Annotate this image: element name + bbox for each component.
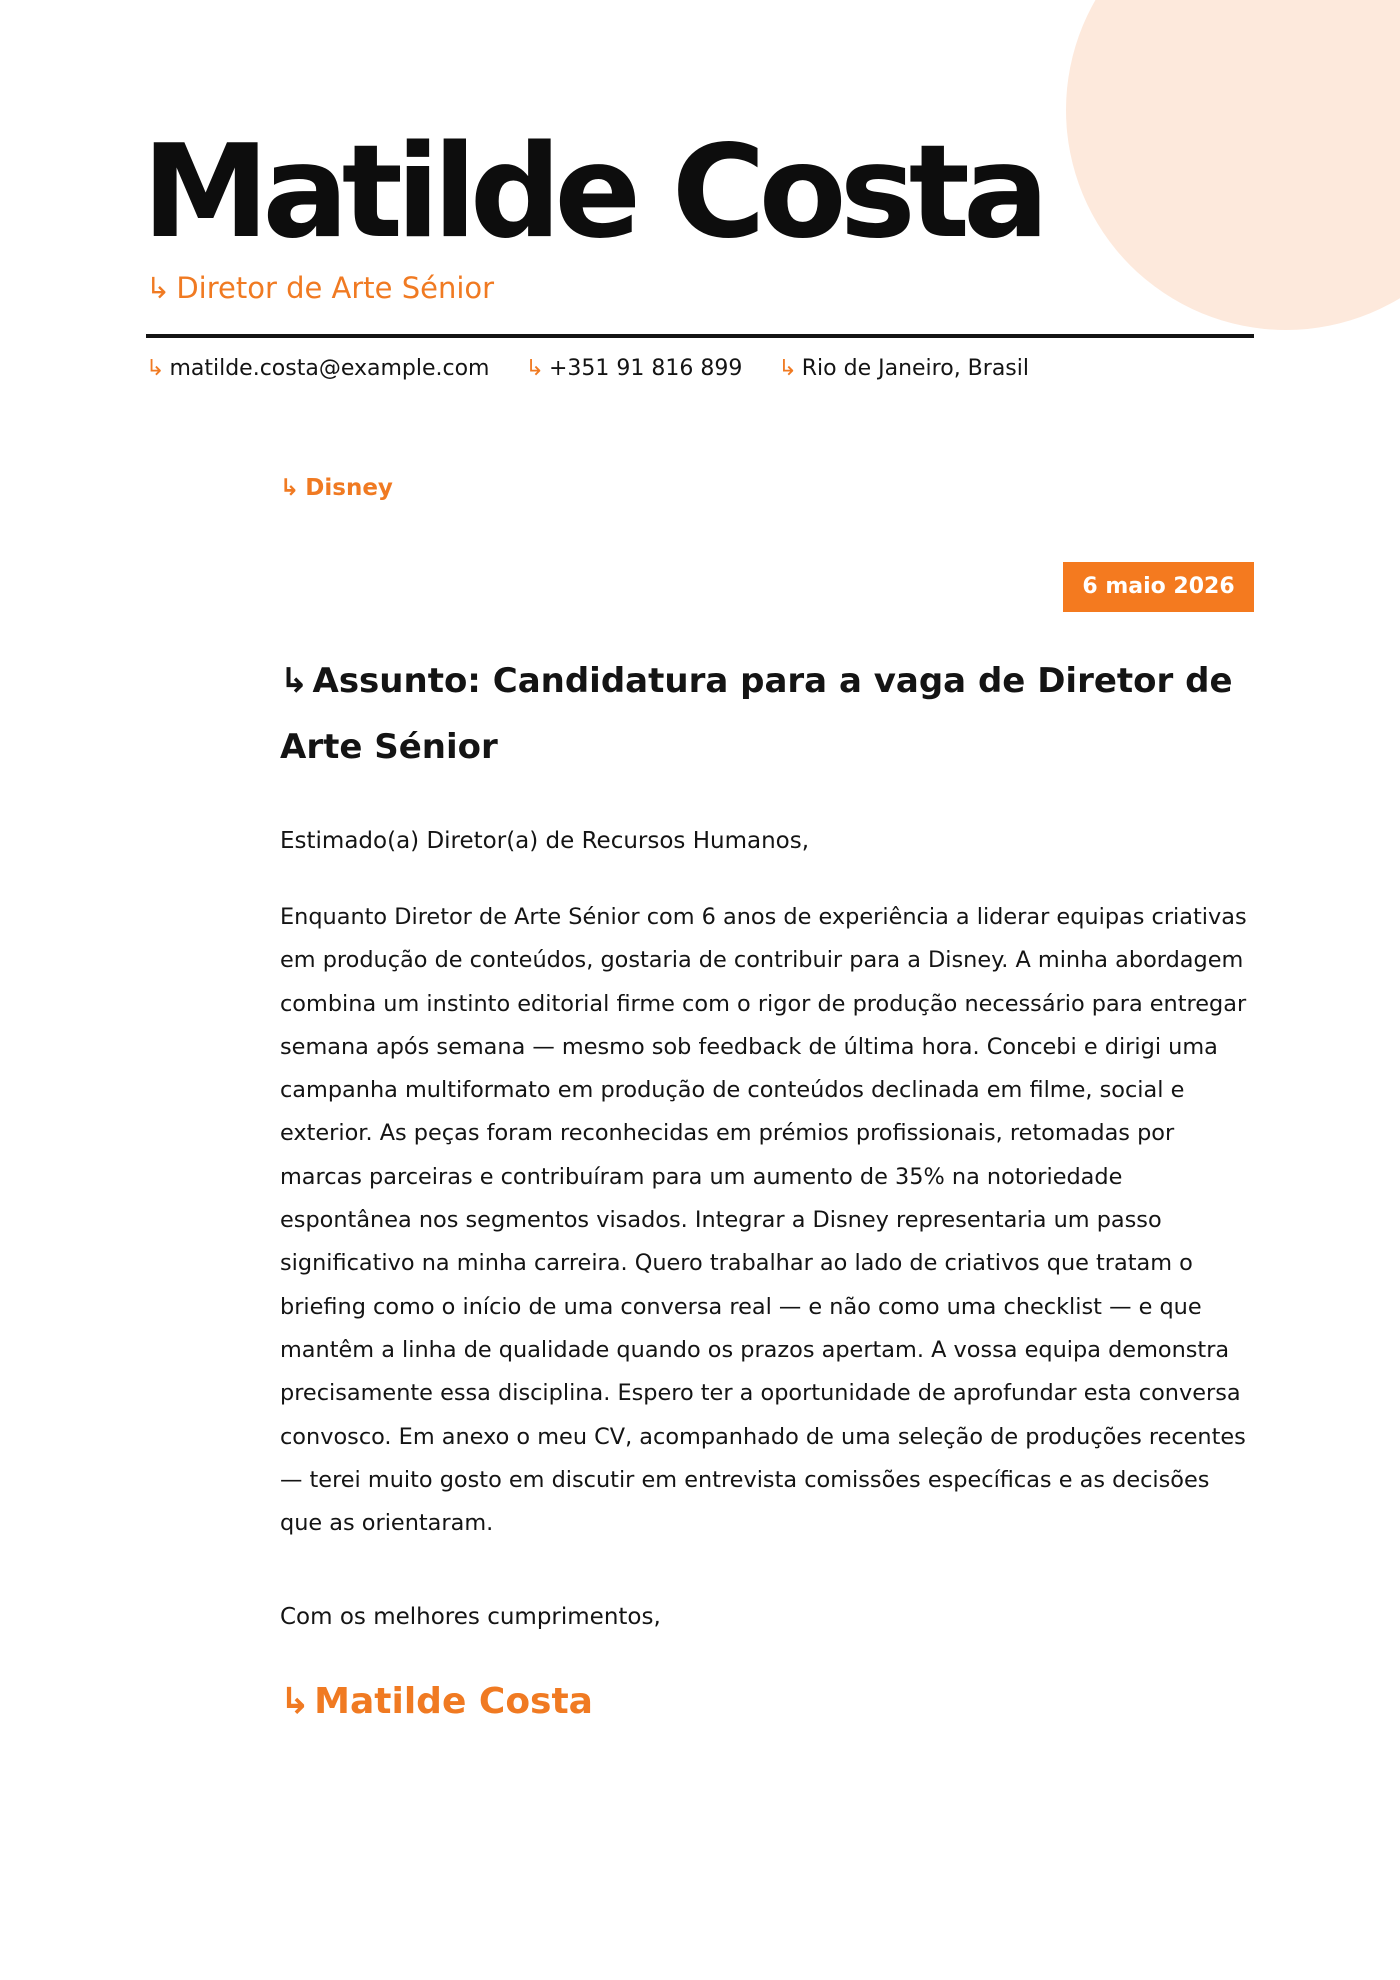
signature bbox=[280, 1676, 593, 1728]
letter-subject bbox=[280, 648, 1240, 780]
contact-email[interactable] bbox=[146, 354, 490, 384]
recipient-company bbox=[280, 470, 393, 506]
arrow-icon: ↳ bbox=[778, 356, 797, 381]
letter-body: Enquanto Diretor de Arte Sénior com 6 anos de experiência a liderar equipas criativas em produção de conteúdos, gostaria de contribuir para a Disney. A minha abordagem combina um instinto editorial firme com o rigor de produção necessário para entregar semana após semana — mesmo sob feedback de última hora. Concebi e dirigi uma campanha multiformato em produção de conteúdos declinada em filme, social e exterior. As peças foram reconhecidas em prémios profissionais, retomadas por marcas parceiras e contribuíram para um aumento de 35% na notoriedade espontânea nos segmentos visados. Integrar a Disney representaria um passo significativo na minha carreira. Quero trabalhar ao lado de criativos que tratam o briefing como o início de uma conversa real — e não como uma checklist — e que mantêm a linha de qualidade quando os prazos apertam. A vossa equipa demonstra precisamente essa disciplina. Espero ter a oportunidade de aprofundar esta conversa convosco. Em anexo o meu CV, acompanhado de uma seleção de produções recentes — terei muito gosto em discutir em entrevista comissões específicas e as decisões que as orientaram. bbox=[280, 904, 1247, 1537]
arrow-icon: ↳ bbox=[280, 475, 300, 501]
header-divider bbox=[146, 334, 1254, 338]
location-text: Rio de Janeiro, Brasil bbox=[801, 356, 1029, 381]
company-name: Disney bbox=[305, 475, 393, 501]
date-badge: 6 maio 2026 bbox=[1063, 562, 1254, 612]
arrow-icon: ↳ bbox=[280, 661, 309, 701]
arrow-icon: ↳ bbox=[146, 356, 165, 381]
job-title bbox=[146, 268, 494, 308]
arrow-icon: ↳ bbox=[146, 271, 171, 305]
greeting: Estimado(a) Diretor(a) de Recursos Humanos, bbox=[280, 828, 810, 854]
contact-phone[interactable] bbox=[526, 354, 743, 384]
contact-list bbox=[146, 354, 1065, 384]
subject-text: Assunto: Candidatura para a vaga de Diretor de Arte Sénior bbox=[280, 661, 1233, 767]
phone-text: +351 91 816 899 bbox=[548, 356, 743, 381]
arrow-icon: ↳ bbox=[280, 1681, 311, 1722]
arrow-icon: ↳ bbox=[525, 356, 544, 381]
email-text: matilde.costa@example.com bbox=[169, 356, 490, 381]
applicant-name: Matilde Costa bbox=[142, 118, 1043, 267]
decorative-circle bbox=[1066, 0, 1400, 330]
job-title-text: Diretor de Arte Sénior bbox=[176, 271, 495, 305]
signature-name: Matilde Costa bbox=[314, 1681, 593, 1722]
contact-location bbox=[778, 354, 1029, 384]
closing: Com os melhores cumprimentos, bbox=[280, 1604, 661, 1630]
